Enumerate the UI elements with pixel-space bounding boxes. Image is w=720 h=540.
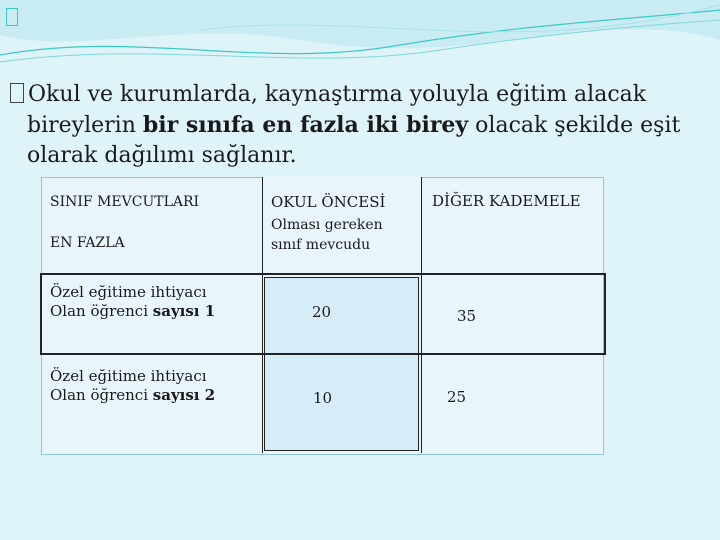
bullet-paragraph xyxy=(10,80,700,171)
row1-right-border xyxy=(604,273,606,355)
row-1-label-line2 xyxy=(50,302,215,321)
header-wave-decoration xyxy=(0,0,720,80)
row-1-diger-value: 35 xyxy=(457,307,477,325)
row-2-label xyxy=(50,367,215,405)
header-okul-oncesi-subtitle xyxy=(271,215,383,255)
row-2-label-line2-pre: Olan öğrenci xyxy=(50,386,153,404)
row-2-label-line1: Özel eğitime ihtiyacı xyxy=(50,367,207,385)
row-1-label-line2-pre: Olan öğrenci xyxy=(50,302,153,320)
row-2-label-line2 xyxy=(50,386,215,405)
row-divider-2 xyxy=(41,353,606,355)
row-1-label-line1: Özel eğitime ihtiyacı xyxy=(50,283,207,301)
bullet-text-2-post: olacak şekilde eşit xyxy=(468,113,681,138)
row-2-okul-oncesi-value: 10 xyxy=(313,389,333,407)
bullet-line-2 xyxy=(10,110,700,141)
header-en-fazla: EN FAZLA xyxy=(50,235,125,251)
bullet-line-1 xyxy=(10,80,700,110)
row-1-okul-oncesi-value: 20 xyxy=(312,303,332,321)
bullet-text-2-bold: bir sınıfa en fazla iki birey xyxy=(142,112,469,138)
row-2-label-line2-bold: sayısı 2 xyxy=(152,386,216,404)
header-okul-oncesi-sub-line1: Olması gereken xyxy=(271,217,383,233)
bullet-text-2-pre: bireylerin xyxy=(27,113,143,138)
header-sinif-mevcutlari: SINIF MEVCUTLARI xyxy=(50,194,200,210)
row-1-label-line2-bold: sayısı 1 xyxy=(152,302,216,320)
placeholder-glyph-icon xyxy=(6,8,18,26)
bullet-text-3: olarak dağılımı sağlanır. xyxy=(27,143,297,168)
okul-oncesi-values-cell xyxy=(264,277,419,451)
row-divider-1 xyxy=(41,273,606,275)
row-2-diger-value: 25 xyxy=(447,388,467,406)
header-okul-oncesi: OKUL ÖNCESİ xyxy=(271,193,386,211)
header-diger-kademele: DİĞER KADEMELE xyxy=(432,192,581,210)
header-okul-oncesi-sub-line2: sınıf mevcudu xyxy=(271,237,371,253)
bullet-line-3 xyxy=(10,141,700,171)
bullet-glyph-icon xyxy=(10,83,24,103)
row-1-label xyxy=(50,283,215,321)
row1-left-border xyxy=(40,273,42,355)
bullet-text-1: Okul ve kurumlarda, kaynaştırma yoluyla eğitim alacak xyxy=(28,82,647,107)
